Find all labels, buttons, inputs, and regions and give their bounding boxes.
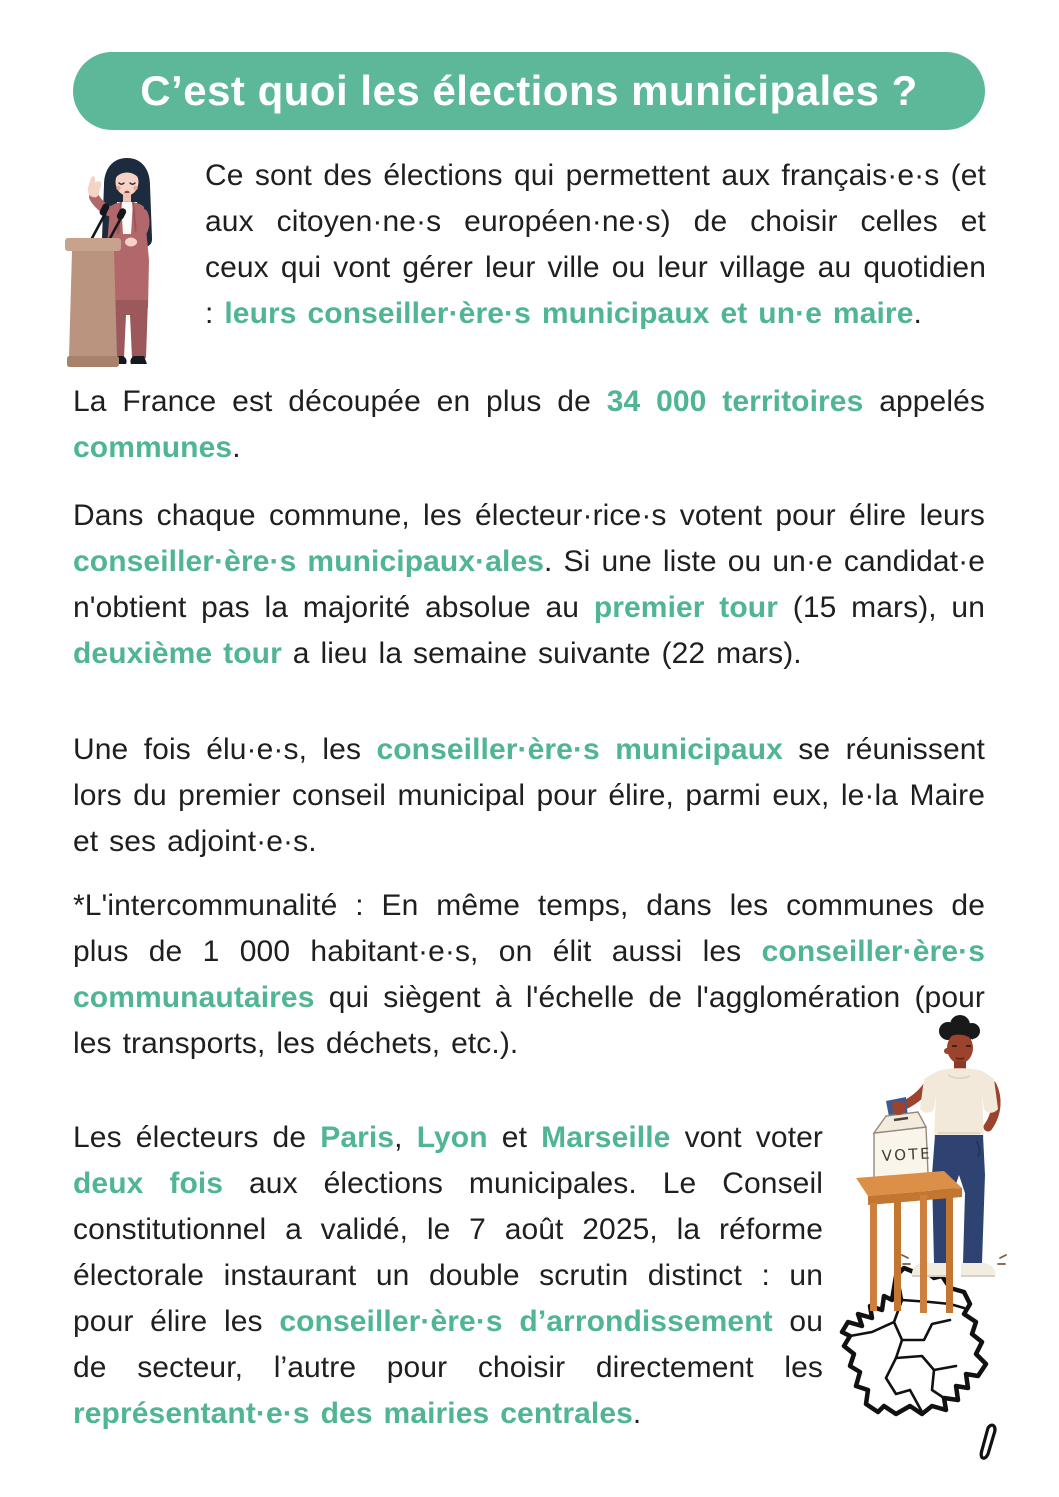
accent-text-run: conseiller·ère·s municipaux·ales <box>73 545 545 578</box>
accent-text-run: deux fois <box>73 1167 224 1200</box>
text-run: Une fois élu·e·s, les <box>73 733 377 766</box>
speaker-woman-illustration <box>60 150 192 372</box>
podium <box>65 238 121 367</box>
voter-illustration <box>848 1015 1025 1315</box>
text-run: . <box>632 1397 642 1430</box>
text-run: Les électeurs de <box>73 1121 321 1154</box>
accent-text-run: Paris <box>320 1121 395 1154</box>
accent-text-run: premier tour <box>593 591 779 624</box>
accent-text-run: conseiller·ère·s municipaux <box>376 733 783 766</box>
paragraph-vote-tours <box>73 493 985 677</box>
accent-text-run: deuxième tour <box>73 637 282 670</box>
text-run: appelés <box>863 385 985 418</box>
accent-text-run: leurs conseiller·ère·s municipaux et un·e maire <box>224 297 914 330</box>
text-run: se réunissent lors du premier conseil municipal pour élire, parmi eux, le·la Maire et ses adjoint·e·s. <box>73 733 985 858</box>
paragraph-france-communes <box>73 379 985 471</box>
accent-text-run: communes <box>73 431 233 464</box>
text-run: et <box>487 1121 542 1154</box>
corsica-outline <box>981 1425 995 1458</box>
text-run: Ce sont des élections qui permettent aux français·e·s (et aux citoyen·ne·s européen·ne·s) de choisir celles et ceux qui vont gérer leur ville ou leur village au quotidien : <box>205 159 986 330</box>
text-run: *L'intercommunalité : En même temps, dans les communes de plus de 1 000 habitant·e·s, on élit aussi les <box>73 889 985 968</box>
text-run: La France est découpée en plus de <box>73 385 607 418</box>
ballot-box <box>874 1112 933 1179</box>
text-run: . Si une liste ou un·e candidat·e n'obtient pas la majorité absolue au <box>73 545 985 624</box>
text-run: aux élections municipales. Le Conseil constitutionnel a validé, le 7 août 2025, la réforme électorale instaurant un double scrutin distinct : un pour élire les <box>73 1167 823 1338</box>
ballot-box-vote-label: VOTE <box>881 1144 933 1165</box>
text-run: . <box>232 431 241 464</box>
text-run: . <box>913 297 922 330</box>
text-run: qui siègent à l'échelle de l'agglomération (pour les transports, les déchets, etc.). <box>73 981 985 1060</box>
accent-text-run: 34 000 territoires <box>606 385 864 418</box>
accent-text-run: conseiller·ère·s d’arrondissement <box>279 1305 773 1338</box>
accent-text-run: Marseille <box>541 1121 671 1154</box>
text-run: vont voter <box>670 1121 824 1154</box>
text-run: (15 mars), un <box>778 591 986 624</box>
wooden-table <box>856 1171 962 1313</box>
text-run: Dans chaque commune, les électeur·rice·s votent pour élire leurs <box>73 499 985 532</box>
text-run: a lieu la semaine suivante (22 mars). <box>281 637 802 670</box>
paragraph-intro <box>205 153 986 337</box>
header-banner <box>73 52 985 130</box>
page-title: C’est quoi les élections municipales ? <box>140 67 918 114</box>
accent-text-run: conseiller·ère·s communautaires <box>73 935 985 1014</box>
accent-text-run: représentant·e·s des mairies centrales <box>73 1397 633 1430</box>
text-run: , <box>394 1121 417 1154</box>
text-run: ou de secteur, l’autre pour choisir directement les <box>73 1305 824 1384</box>
paragraph-paris-lyon-marseille <box>73 1115 823 1437</box>
paragraph-conseil-municipal <box>73 727 985 865</box>
accent-text-run: Lyon <box>416 1121 488 1154</box>
